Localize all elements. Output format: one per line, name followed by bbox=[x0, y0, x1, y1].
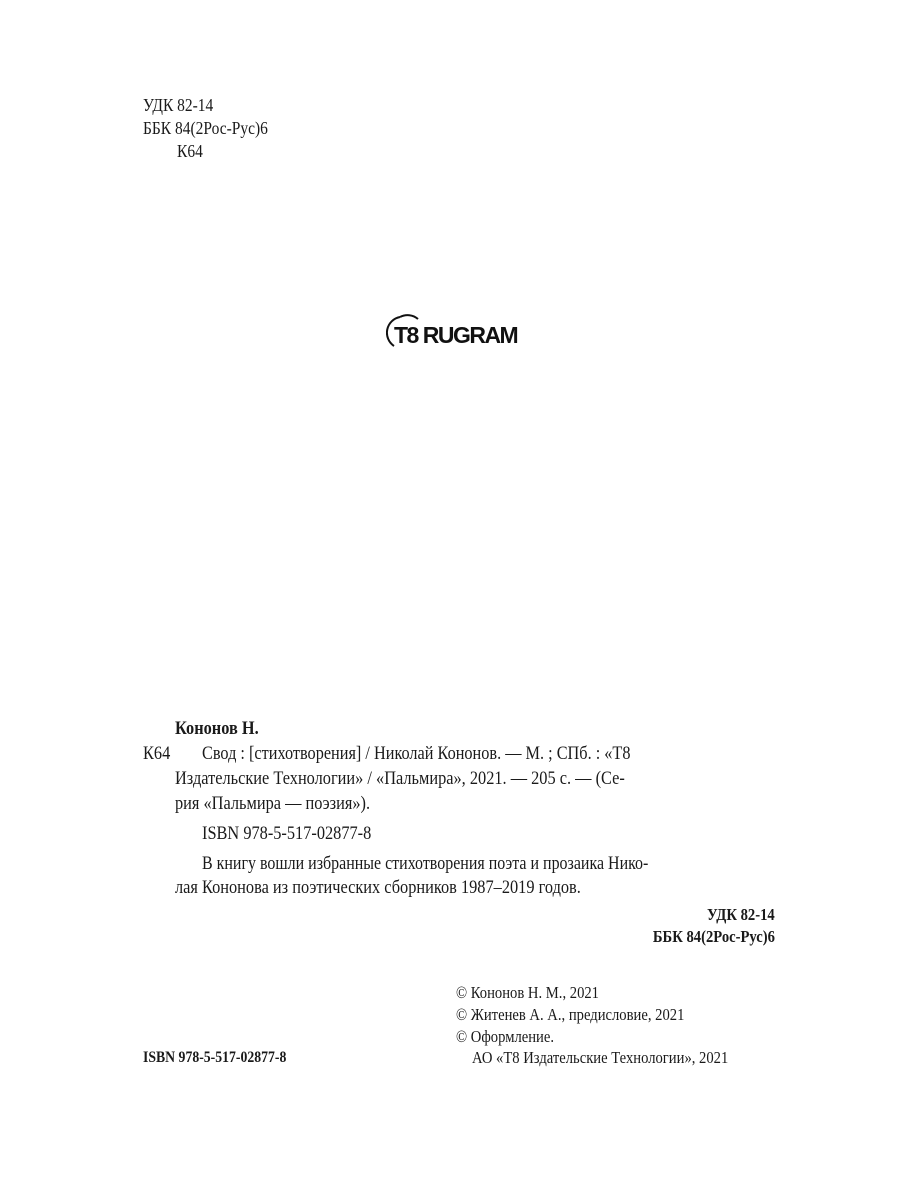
record-line-2: Издательские Технологии» / «Пальмира», 2021. — 205 с. — (Се- bbox=[175, 768, 625, 789]
record-isbn: ISBN 978-5-517-02877-8 bbox=[202, 823, 372, 844]
record-line-3: рия «Пальмира — поэзия»). bbox=[175, 793, 371, 814]
svg-text:T8 RUGRAM: T8 RUGRAM bbox=[394, 322, 518, 348]
copyright-author: © Кононов Н. М., 2021 bbox=[456, 983, 600, 1002]
copyright-preface: © Житенев А. А., предисловие, 2021 bbox=[456, 1005, 685, 1024]
record-udk: УДК 82-14 bbox=[707, 905, 775, 924]
rugram-logo-icon bbox=[386, 313, 531, 349]
author-sign-top: К64 bbox=[177, 141, 203, 161]
annotation-line-1: В книгу вошли избранные стихотворения поэта и прозаика Нико- bbox=[202, 853, 649, 874]
publisher-logo bbox=[386, 313, 531, 349]
udk-top: УДК 82-14 bbox=[143, 95, 214, 115]
record-bbk: ББК 84(2Рос-Рус)6 bbox=[652, 927, 775, 946]
bbk-top: ББК 84(2Рос-Рус)6 bbox=[143, 118, 268, 138]
record-author: Кононов Н. bbox=[175, 718, 259, 739]
record-author-sign: К64 bbox=[143, 743, 171, 764]
footer-isbn: ISBN 978-5-517-02877-8 bbox=[143, 1049, 287, 1066]
record-line-1: Свод : [стихотворения] / Николай Кононов. — М. ; СПб. : «Т8 bbox=[202, 743, 631, 764]
copyright-publisher: АО «Т8 Издательские Технологии», 2021 bbox=[472, 1048, 729, 1067]
annotation-line-2: лая Кононова из поэтических сборников 1987–2019 годов. bbox=[175, 877, 581, 898]
copyright-design: © Оформление. bbox=[456, 1027, 555, 1046]
